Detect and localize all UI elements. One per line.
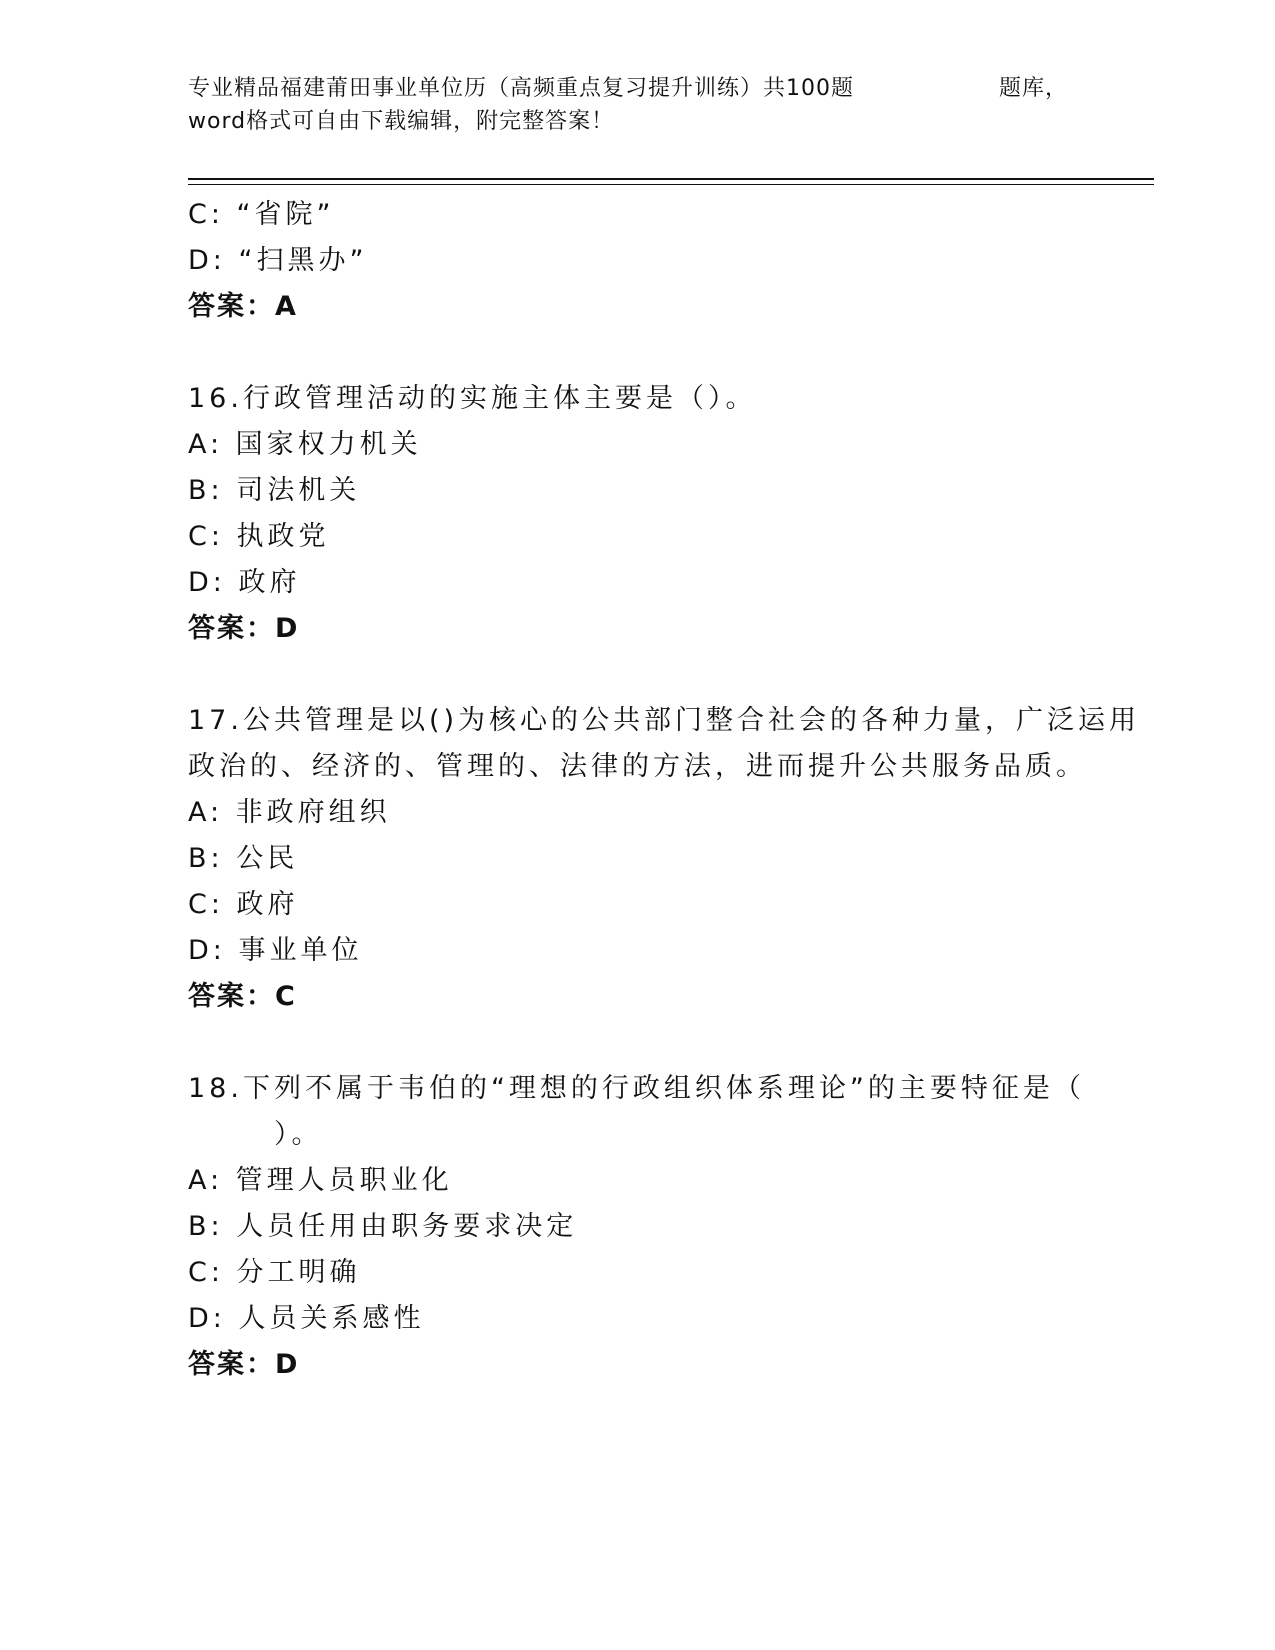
- prev-question-block: [188, 192, 1088, 330]
- spacer: [188, 652, 1088, 698]
- spacer: [188, 330, 1088, 376]
- question-text-line-2: 政治的、经济的、管理的、法律的方法，进而提升公共服务品质。: [188, 751, 1087, 782]
- answer-line: 答案：D: [188, 613, 300, 644]
- option-c: C: “省院”: [188, 199, 335, 230]
- header-title-suffix: 题库，: [998, 76, 1068, 101]
- option-d: D: “扫黑办”: [188, 245, 368, 276]
- option-c: C: 执政党: [188, 521, 330, 552]
- question-17: [188, 698, 1141, 1020]
- header-divider-thick: [188, 178, 1154, 180]
- answer-line: 答案：D: [188, 1349, 300, 1380]
- header-divider-thin: [188, 184, 1154, 185]
- header-line-1: [188, 72, 1068, 105]
- question-content: [188, 192, 1141, 1388]
- answer-line: 答案：C: [188, 981, 297, 1012]
- document-header: [188, 72, 1068, 138]
- option-d: D: 事业单位: [188, 935, 363, 966]
- option-c: C: 政府: [188, 889, 299, 920]
- option-b: B: 人员任用由职务要求决定: [188, 1211, 578, 1242]
- question-18: [188, 1066, 1088, 1388]
- question-text-line-1: 17.公共管理是以()为核心的公共部门整合社会的各种力量，广泛运用: [188, 705, 1141, 736]
- option-d: D: 人员关系感性: [188, 1303, 425, 1334]
- option-b: B: 司法机关: [188, 475, 361, 506]
- question-text-line-2: ）。: [274, 1119, 323, 1150]
- option-d: D: 政府: [188, 567, 301, 598]
- option-a: A: 非政府组织: [188, 797, 391, 828]
- option-a: A: 国家权力机关: [188, 429, 422, 460]
- header-line-2: word格式可自由下载编辑，附完整答案！: [188, 109, 615, 134]
- answer-line: 答案：A: [188, 291, 298, 322]
- question-text-line-1: 18.下列不属于韦伯的“理想的行政组织体系理论”的主要特征是（: [188, 1073, 1085, 1104]
- spacer: [188, 1020, 1088, 1066]
- option-a: A: 管理人员职业化: [188, 1165, 453, 1196]
- question-text: 16.行政管理活动的实施主体主要是（）。: [188, 383, 757, 414]
- header-title: 专业精品福建莆田事业单位历（高频重点复习提升训练）共100题: [188, 76, 854, 101]
- option-c: C: 分工明确: [188, 1257, 361, 1288]
- question-16: [188, 376, 1088, 652]
- option-b: B: 公民: [188, 843, 299, 874]
